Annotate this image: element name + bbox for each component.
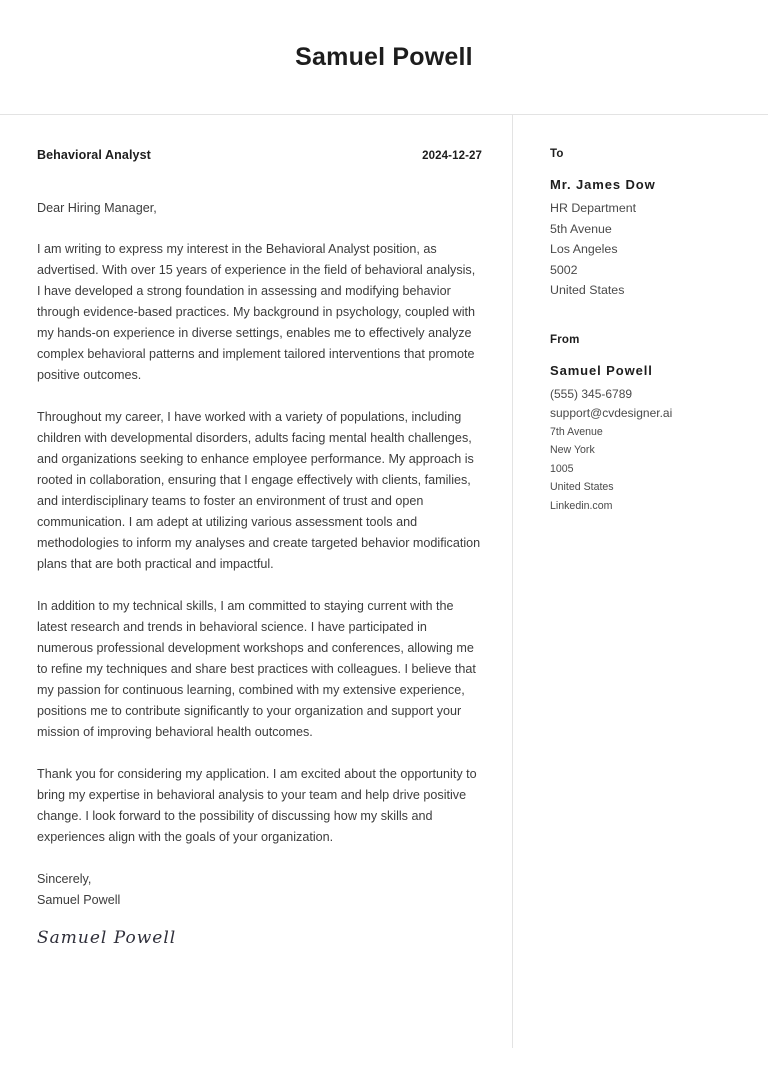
- recipient-line: Los Angeles: [550, 242, 618, 256]
- letter-paragraph: Throughout my career, I have worked with a variety of populations, including children with developmental disorders, adults facing mental health challenges, and organizations seeking to enhance employee performance. My approach is rooted in collaboration, ensuring that I engage effectively with clients, families, and interdisciplinary teams to foster an environment of trust and open communication. I am adept at utilizing various assessment tools and methodologies to inform my analyses and create targeted behavior modification plans that are both practical and impactful.: [37, 410, 481, 571]
- recipient-line: 5th Avenue: [550, 221, 612, 236]
- letter-columns: [0, 115, 768, 948]
- sender-heading: From: [550, 333, 580, 346]
- letter-meta-row: [37, 148, 482, 162]
- recipient-name: Mr. James Dow: [550, 177, 656, 192]
- sender-line: 1005: [550, 462, 574, 475]
- salutation: Dear Hiring Manager,: [37, 201, 157, 215]
- letter-date: 2024-12-27: [422, 150, 482, 162]
- sender-block: [550, 334, 748, 516]
- closing-block: [37, 869, 482, 911]
- sender-line: New York: [550, 444, 595, 457]
- sender-line: United States: [550, 481, 614, 494]
- letter-paragraph: In addition to my technical skills, I am committed to staying current with the latest research and trends in behavioral science. I have participated in numerous professional development workshops and conferences, allowing me to refine my techniques and share best practices with colleagues. I believe that my passion for continuous learning, combined with my extensive experience, positions me to contribute significantly to your organization and support your mission of improving behavioral health outcomes.: [37, 599, 476, 739]
- letter-main-column: [0, 115, 512, 948]
- page-title: Samuel Powell: [295, 42, 473, 71]
- letter-header: [0, 0, 768, 115]
- recipient-line: HR Department: [550, 201, 637, 215]
- recipient-line: United States: [550, 283, 625, 297]
- sender-phone: (555) 345-6789: [550, 386, 633, 401]
- recipient-block: [550, 148, 748, 301]
- recipient-heading: To: [550, 148, 564, 160]
- vertical-divider: [512, 115, 513, 1048]
- closing-name: Samuel Powell: [37, 893, 121, 907]
- job-title: Behavioral Analyst: [37, 148, 151, 162]
- closing-word: Sincerely,: [37, 872, 92, 886]
- letter-paragraph: I am writing to express my interest in the Behavioral Analyst position, as advertised. With over 15 years of experience in the field of behavioral analysis, I have developed a strong foundation in assessing and modifying behavior through evidence-based practices. My background in psychology, coupled with my hands-on experience in diverse settings, enables me to effectively analyze complex behavioral patterns and implement tailored interventions that promote positive outcomes.: [37, 242, 476, 382]
- signature: Samuel Powell: [37, 928, 177, 948]
- letter-paragraph: Thank you for considering my application. I am excited about the opportunity to bring my expertise in behavioral analysis to your team and help drive positive change. I look forward to the possibility of discussing how my skills and experiences align with the goals of your organization.: [37, 767, 477, 844]
- letter-sidebar: [512, 115, 768, 515]
- sender-line: Linkedin.com: [550, 499, 613, 512]
- recipient-line: 5002: [550, 262, 578, 277]
- sender-name: Samuel Powell: [550, 362, 653, 378]
- sender-line: 7th Avenue: [550, 425, 603, 438]
- sender-email: support@cvdesigner.ai: [550, 405, 673, 420]
